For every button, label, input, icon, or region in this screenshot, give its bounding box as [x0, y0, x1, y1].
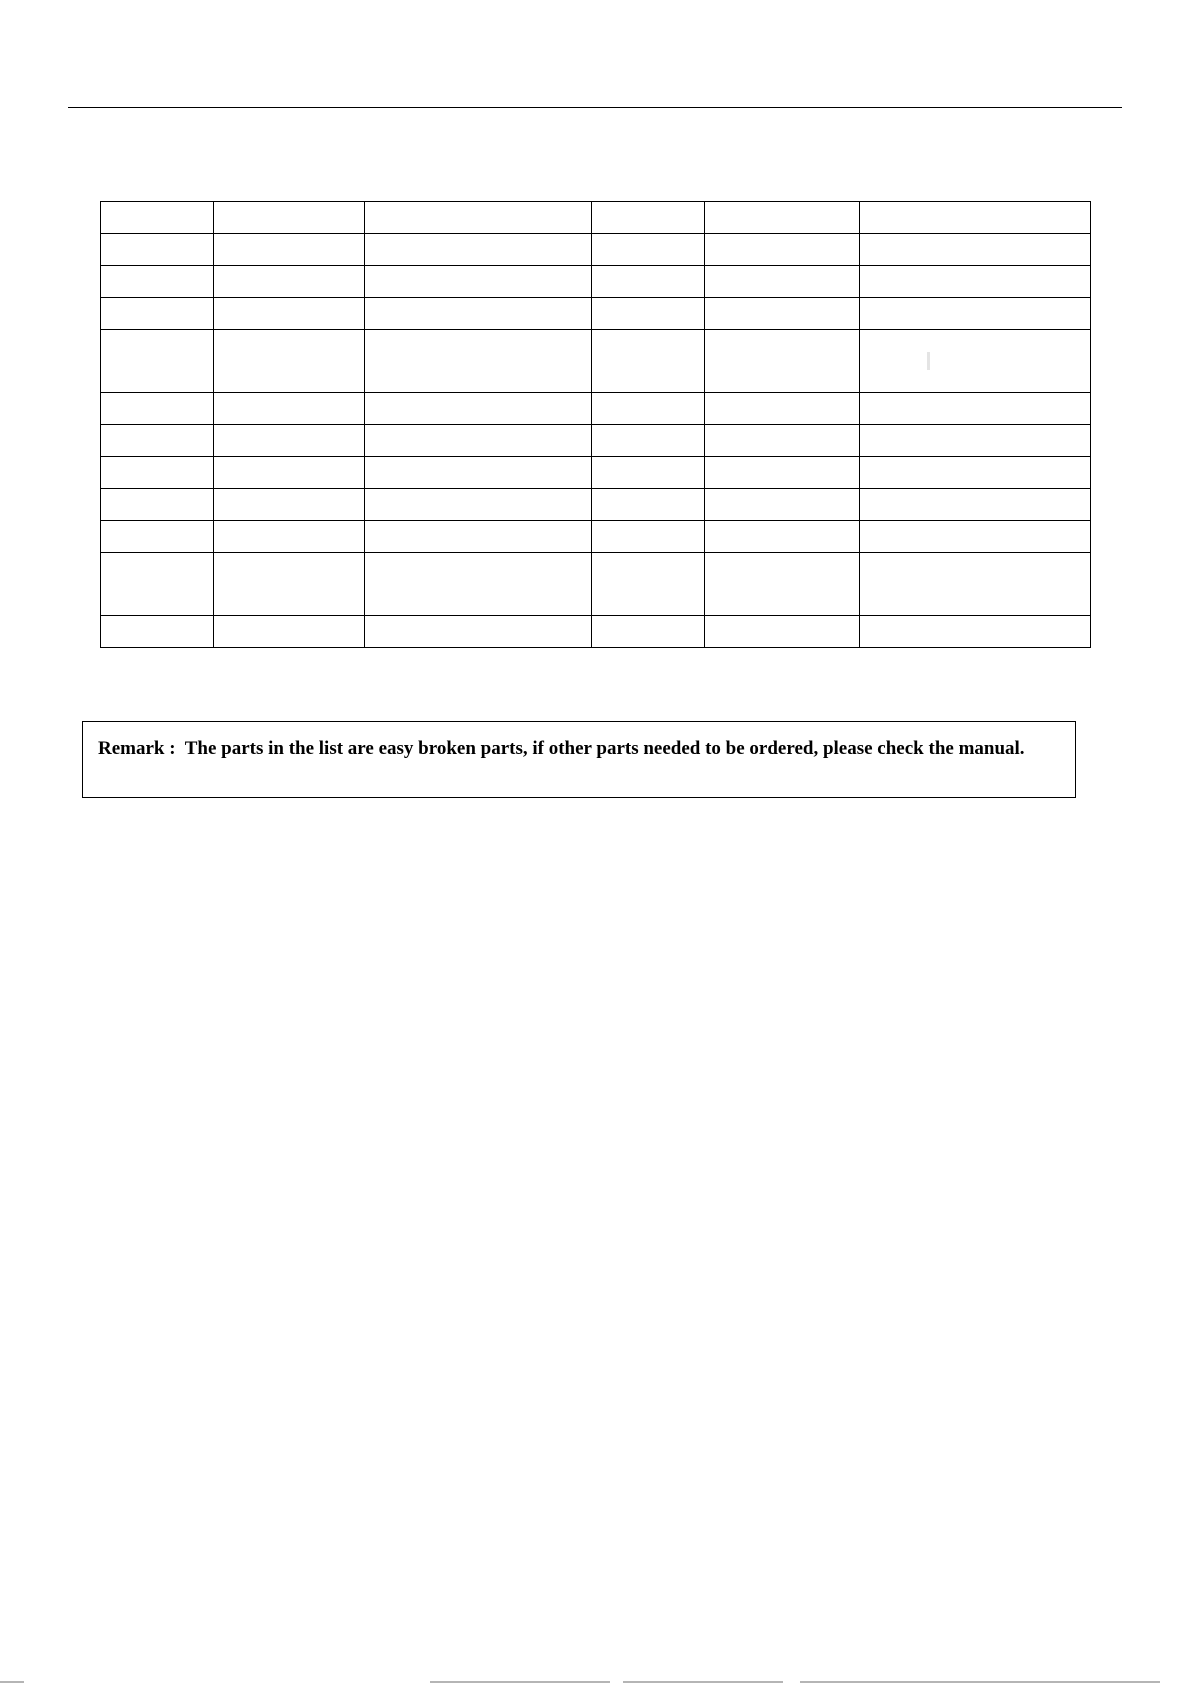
table-row	[101, 330, 1091, 393]
table-cell	[214, 553, 365, 616]
table-cell	[705, 266, 860, 298]
table-cell	[592, 425, 705, 457]
table-cell	[592, 330, 705, 393]
table-cell	[365, 521, 592, 553]
table-cell	[365, 202, 592, 234]
table-cell	[214, 330, 365, 393]
table-cell	[214, 234, 365, 266]
table-cell	[592, 298, 705, 330]
table-cell	[214, 457, 365, 489]
table-cell	[860, 266, 1091, 298]
table-cell	[214, 616, 365, 648]
table-cell	[101, 298, 214, 330]
table-cell	[365, 553, 592, 616]
table-cell	[365, 489, 592, 521]
page-bottom-edge	[0, 1680, 1191, 1685]
table-cell	[705, 298, 860, 330]
table-cell	[214, 202, 365, 234]
table-cell	[705, 521, 860, 553]
table-cell	[365, 616, 592, 648]
table-cell	[860, 521, 1091, 553]
edge-mark	[0, 1681, 24, 1683]
table-row	[101, 489, 1091, 521]
remark-box	[82, 721, 1076, 798]
table-cell	[592, 616, 705, 648]
table-cell	[860, 234, 1091, 266]
table-cell	[214, 521, 365, 553]
table-cell	[705, 616, 860, 648]
header-rule	[68, 107, 1122, 108]
table-cell	[592, 521, 705, 553]
table-row	[101, 521, 1091, 553]
table-cell	[365, 330, 592, 393]
table-cell	[101, 393, 214, 425]
table-cell	[101, 489, 214, 521]
table-cell	[214, 425, 365, 457]
table-row	[101, 266, 1091, 298]
edge-mark	[800, 1681, 1160, 1683]
table-cell	[705, 425, 860, 457]
table-cell	[860, 489, 1091, 521]
table-cell	[214, 266, 365, 298]
table-cell	[214, 298, 365, 330]
edge-mark	[430, 1681, 610, 1683]
table-cell	[365, 457, 592, 489]
table-cell	[860, 202, 1091, 234]
table-cell	[101, 425, 214, 457]
table-cell	[592, 202, 705, 234]
table-cell	[592, 234, 705, 266]
table-cell	[592, 489, 705, 521]
table-cell	[705, 457, 860, 489]
edge-mark	[623, 1681, 783, 1683]
table-cell	[860, 393, 1091, 425]
table-row	[101, 553, 1091, 616]
table-row	[101, 425, 1091, 457]
table-cell	[365, 266, 592, 298]
table-cell	[592, 393, 705, 425]
table-cell	[592, 457, 705, 489]
table-cell	[860, 425, 1091, 457]
table-cell	[365, 425, 592, 457]
parts-table	[100, 201, 1091, 648]
table-row	[101, 202, 1091, 234]
table-cell	[101, 330, 214, 393]
table-cell	[101, 266, 214, 298]
table-cell	[101, 202, 214, 234]
table-row	[101, 616, 1091, 648]
table-cell	[705, 330, 860, 393]
table-cell	[365, 393, 592, 425]
table-cell	[860, 616, 1091, 648]
table-cell	[214, 489, 365, 521]
remark-text: Remark : The parts in the list are easy broken parts, if other parts needed to be ordered, please check the manual.	[98, 738, 1025, 759]
table-cell	[860, 298, 1091, 330]
table-cell	[860, 330, 1091, 393]
table-cell	[365, 234, 592, 266]
table-cell	[101, 457, 214, 489]
table-row	[101, 393, 1091, 425]
table-cell	[101, 553, 214, 616]
table-cell	[705, 202, 860, 234]
table-row	[101, 298, 1091, 330]
table-cell	[101, 234, 214, 266]
table-cell	[365, 298, 592, 330]
table-cell	[860, 553, 1091, 616]
table-cell	[860, 457, 1091, 489]
table-cell	[705, 553, 860, 616]
table-cell	[705, 393, 860, 425]
table-cell	[214, 393, 365, 425]
table-cell	[101, 616, 214, 648]
table-cell	[101, 521, 214, 553]
table-cell	[592, 266, 705, 298]
table-cell	[592, 553, 705, 616]
table-cell	[705, 234, 860, 266]
text-cursor-mark	[927, 352, 930, 370]
table-cell	[705, 489, 860, 521]
table-row	[101, 234, 1091, 266]
table-row	[101, 457, 1091, 489]
